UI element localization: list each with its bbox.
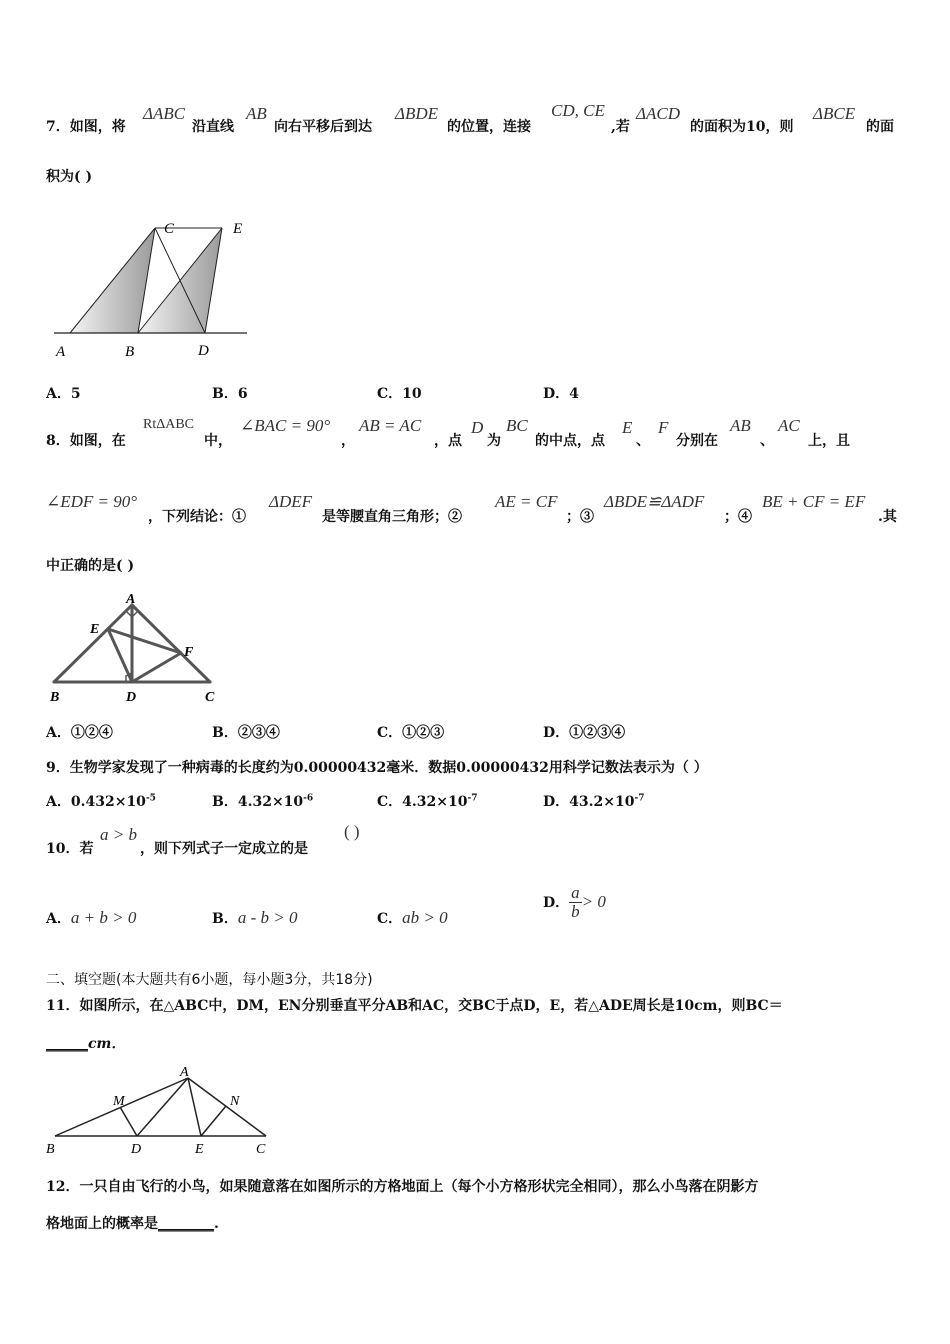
q7-math-bce: ΔBCE — [813, 104, 856, 123]
q8-text: 上，且 — [808, 433, 850, 449]
q10-option-d: D． $\frac{a}{b}$ > 0 — [543, 883, 606, 921]
q7-text: 沿直线 — [192, 119, 234, 135]
q8-text: ，下列结论：① — [148, 509, 246, 525]
q7-math-cd-ce: CD, CE — [551, 101, 605, 120]
q7-number-text: 7．如图，将 — [46, 119, 126, 135]
q8-text: 分别在 — [676, 433, 718, 449]
q8-math-d: D — [471, 418, 484, 437]
q10-option-a: A．a + b > 0 — [46, 908, 137, 927]
q8-math-be-cf-ef: BE + CF = EF — [762, 492, 866, 511]
q7-text: 的面 — [866, 119, 894, 135]
q7-text: 的位置，连接 — [447, 119, 531, 135]
q8-text: ；④ — [724, 509, 752, 525]
q8-label-c: C — [205, 690, 215, 705]
q9-option-a: A．$0.432\times 10^{-5}$ — [46, 793, 156, 810]
section-2-heading: 二、填空题(本大题共有6小题，每小题3分，共18分) — [46, 972, 373, 988]
q7-math-bde: ΔBDE — [395, 104, 439, 123]
q11-line2: ______cm． — [46, 1036, 126, 1052]
q10-option-c: C．ab > 0 — [377, 908, 448, 927]
q8-text: ， — [341, 433, 355, 449]
q7-option-d: D．4 — [543, 386, 579, 402]
q10-answer-paren: ( ) — [344, 822, 360, 841]
q8-text: .其 — [878, 509, 897, 525]
q8-text: 是等腰直角三角形；② — [322, 509, 462, 525]
q8-math-congruent: ΔBDE≌ΔADF — [604, 492, 705, 511]
q12-answer-blank[interactable]: ________ — [158, 1216, 214, 1232]
q8-text: 为 — [487, 433, 501, 449]
q11-label-a: A — [180, 1065, 189, 1080]
q11-line1: 11．如图所示，在△ABC中，DM，EN分别垂直平分AB和AC，交BC于点D，E，若△ADE周长是10cm，则BC＝ — [46, 998, 783, 1014]
q7-figure — [40, 215, 260, 365]
q9-option-d: D．$43.2\times 10^{-7}$ — [543, 793, 645, 810]
q7-math-acd: ΔACD — [636, 104, 680, 123]
q7-label-e: E — [233, 221, 243, 237]
q8-text: 、 — [760, 433, 774, 449]
q11-answer-blank[interactable]: ______ — [46, 1036, 88, 1052]
q7-label-b: B — [125, 344, 135, 360]
q7-line2: 积为( ) — [46, 169, 93, 185]
q10-fraction: $\frac{a}{b}$ — [571, 883, 580, 921]
q10-text: ，则下列式子一定成立的是 — [140, 841, 308, 857]
q8-option-d: D．①②③④ — [543, 725, 626, 741]
q8-math-angle-bac: ∠BAC = 90° — [240, 416, 331, 435]
q8-label-b: B — [50, 690, 60, 705]
q8-math-rt-abc: RtΔABC — [143, 417, 195, 432]
q8-math-ab: AB — [730, 416, 751, 435]
q11-label-d: D — [131, 1142, 142, 1157]
q12-line1: 12．一只自由飞行的小鸟，如果随意落在如图所示的方格地面上（每个小方格形状完全相同），那么小鸟落在阴影方 — [46, 1179, 759, 1195]
q7-math-ab: AB — [246, 104, 267, 123]
q8-math-angle-edf: ∠EDF = 90° — [46, 492, 138, 511]
q11-label-c: C — [256, 1142, 266, 1157]
q11-label-n: N — [230, 1094, 240, 1109]
q8-label-f: F — [184, 645, 194, 660]
q7-label-a: A — [56, 344, 66, 360]
q8-math-e: E — [622, 418, 633, 437]
q7-label-c: C — [164, 221, 175, 237]
q11-label-m: M — [113, 1094, 125, 1109]
q8-text: 的中点，点 — [535, 433, 605, 449]
q8-option-c: C．①②③ — [377, 725, 445, 741]
q9-option-b: B．$4.32\times 10^{-6}$ — [212, 793, 314, 810]
q7-option-c: C．10 — [377, 386, 422, 402]
q7-option-a: A．5 — [46, 386, 81, 402]
q8-text: ；③ — [566, 509, 594, 525]
q8-label-d: D — [126, 690, 137, 705]
q10-option-b: B．a - b > 0 — [212, 908, 298, 927]
q7-label-d: D — [198, 343, 209, 359]
q7-text: 的面积为10，则 — [690, 119, 794, 135]
q9-option-c: C．$4.32\times 10^{-7}$ — [377, 793, 478, 810]
q7-text: 向右平移后到达 — [274, 119, 372, 135]
q8-math-f: F — [658, 418, 669, 437]
q11-label-e: E — [195, 1142, 204, 1157]
q8-line3: 中正确的是( ) — [46, 558, 135, 574]
q10-math-a-gt-b: a > b — [100, 825, 137, 844]
q8-label-a: A — [126, 592, 136, 607]
q11-figure — [40, 1063, 275, 1158]
q8-text: 中， — [204, 433, 232, 449]
q8-label-e: E — [90, 622, 100, 637]
q8-math-ae-cf: AE = CF — [495, 492, 558, 511]
q8-option-a: A．①②④ — [46, 725, 113, 741]
q8-math-def: ΔDEF — [269, 492, 313, 511]
q8-text: 、 — [636, 433, 650, 449]
q11-label-b: B — [46, 1142, 55, 1157]
q8-math-ac: AC — [778, 416, 800, 435]
q8-figure — [40, 588, 230, 708]
q8-math-ab-ac: AB = AC — [359, 416, 422, 435]
q9-text: 9．生物学家发现了一种病毒的长度约为0.00000432毫米．数据0.00000432用科学记数法表示为（ ） — [46, 760, 708, 776]
q7-text: ,若 — [611, 119, 630, 135]
q7-math-abc: ΔABC — [143, 104, 186, 123]
q7-option-b: B．6 — [212, 386, 248, 402]
q8-math-bc: BC — [506, 416, 528, 435]
q12-line2: 格地面上的概率是________. — [46, 1216, 219, 1232]
q10-number-text: 10．若 — [46, 841, 94, 857]
q8-text: ，点 — [434, 433, 462, 449]
q8-number-text: 8．如图，在 — [46, 433, 126, 449]
q8-option-b: B．②③④ — [212, 725, 280, 741]
